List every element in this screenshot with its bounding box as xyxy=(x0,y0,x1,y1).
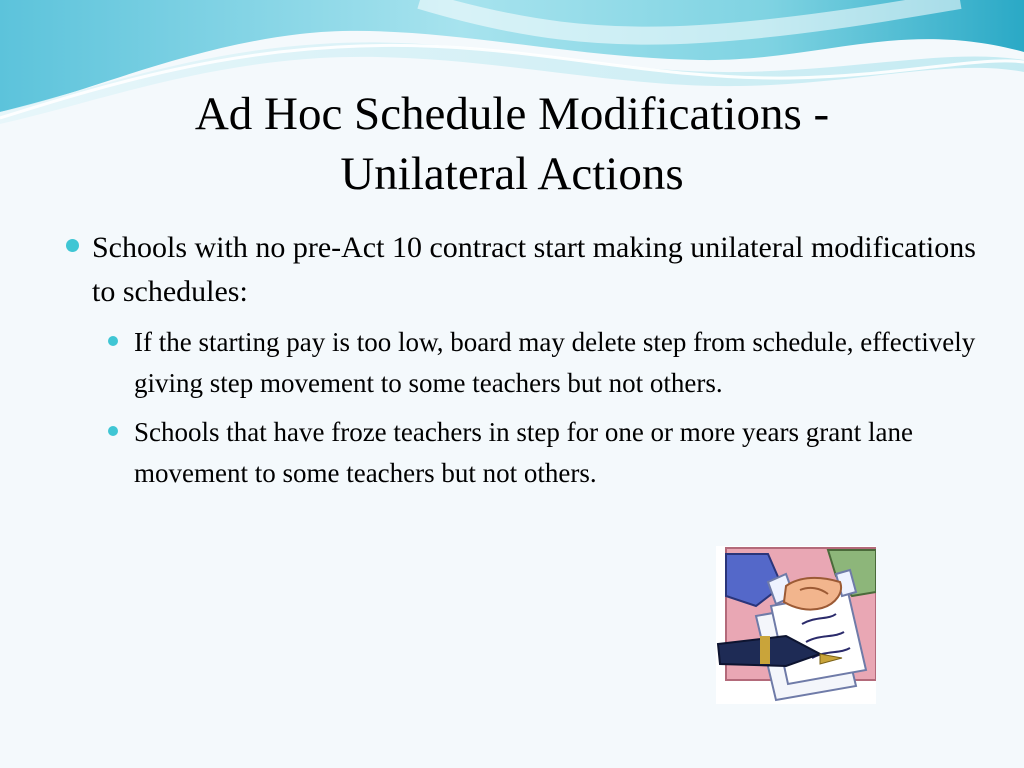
bullet-dot-icon xyxy=(66,239,79,252)
slide-body xyxy=(62,226,982,502)
slide-title: Ad Hoc Schedule Modifications - Unilateral Actions xyxy=(194,88,830,200)
handshake-contract-icon xyxy=(716,546,876,704)
sub-bullet-list xyxy=(62,322,982,494)
sub-bullet-text: If the starting pay is too low, board may delete step from schedule, effectively giving step movement to some teachers but not others. xyxy=(134,327,976,398)
bullet-item xyxy=(62,226,982,314)
sub-bullet-text: Schools that have froze teachers in step for one or more years grant lane movement to some teachers but not others. xyxy=(134,417,913,488)
bullet-dot-icon xyxy=(108,336,118,346)
bullet-text: Schools with no pre-Act 10 contract start making unilateral modifications to schedules: xyxy=(92,231,976,308)
sub-bullet-item xyxy=(62,412,982,494)
bullet-dot-icon xyxy=(108,426,118,436)
sub-bullet-item xyxy=(62,322,982,404)
